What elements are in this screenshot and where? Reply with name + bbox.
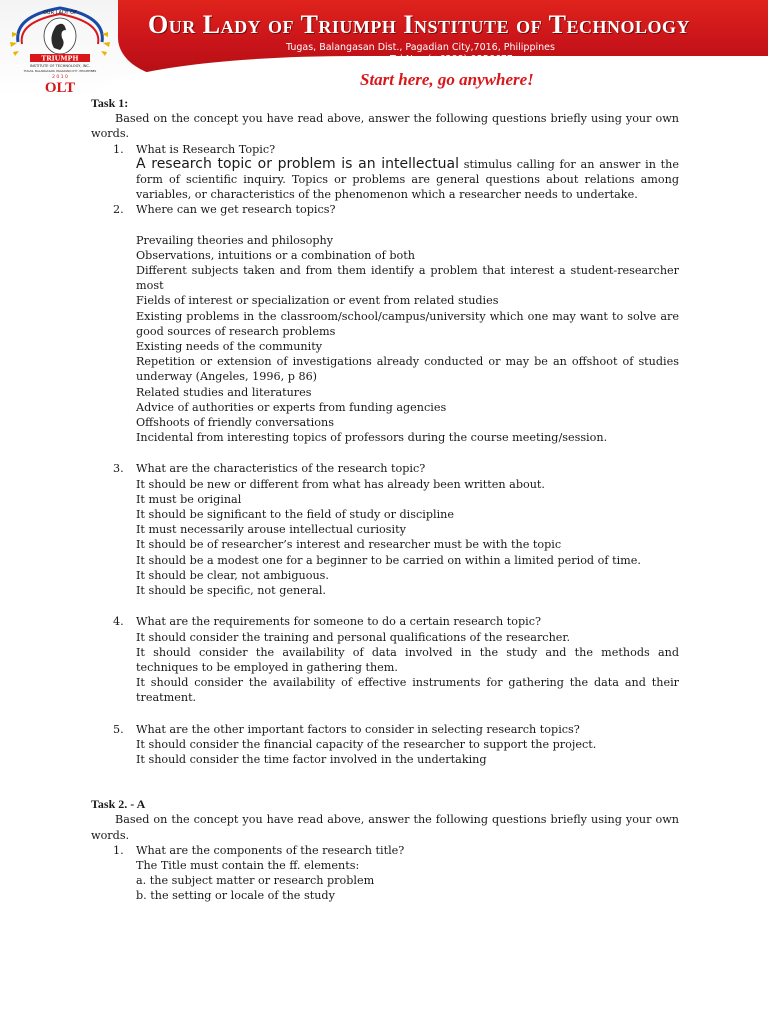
answer-line: Related studies and literatures — [136, 385, 312, 399]
task1-question-4 — [91, 614, 679, 629]
school-logo — [4, 2, 116, 94]
question-text: What is Research Topic? — [136, 142, 276, 156]
answer-line: b. the setting or locale of the study — [136, 889, 335, 903]
svg-text:TRIUMPH: TRIUMPH — [41, 54, 79, 63]
answer-line: It should be new or different from what has already been written about. — [136, 477, 545, 491]
answer-lead: A research topic or problem is an intellectual — [136, 155, 460, 172]
answer-line: Different subjects taken and from them identify a problem that interest a student-researcher most — [136, 264, 679, 293]
task1-question-2 — [91, 202, 679, 217]
answer-line: Offshoots of friendly conversations — [136, 416, 334, 430]
question-number: 5. — [113, 722, 124, 736]
task1-intro: Based on the concept you have read above, answer the following questions briefly using your own words. — [91, 112, 679, 141]
svg-text:2 0 1 0: 2 0 1 0 — [52, 75, 68, 80]
answer-line: It must be original — [136, 492, 242, 506]
task1-title: Task 1: — [91, 96, 129, 110]
spacer — [91, 445, 679, 461]
school-address: Tugas, Balangasan Dist., Pagadian City,7016, Philippines — [286, 42, 555, 53]
answer-rest: stimulus calling for an answer in the form of scientific inquiry. Topics or problems are general questions about relations among variables, or characteristics of the phenomenon which a researcher needs to undertake. — [136, 157, 680, 202]
answer-line: Repetition or extension of investigations already conducted or may be an offshoot of studies underway (Angeles, 1996, p 86) — [136, 355, 679, 384]
answer-line: It should consider the availability of data involved in the study and the methods and techniques to be employed in gathering them. — [136, 645, 679, 674]
question-text: What are the other important factors to consider in selecting research topics? — [136, 722, 580, 736]
task2-intro: Based on the concept you have read above, answer the following questions briefly using your own words. — [91, 813, 679, 842]
spacer — [91, 218, 679, 233]
answer-line: Incidental from interesting topics of professors during the course meeting/session. — [136, 431, 608, 445]
question-text: What are the components of the research title? — [136, 843, 405, 857]
task1-question-3 — [91, 461, 679, 476]
question-number: 4. — [113, 615, 124, 629]
answer-line: It should be a modest one for a beginner to be carried on within a limited period of time. — [136, 553, 641, 567]
question-number: 3. — [113, 462, 124, 476]
answer-line: It should consider the time factor involved in the undertaking — [136, 752, 487, 766]
spacer — [91, 706, 679, 722]
question-number: 1. — [113, 142, 124, 156]
answer-line: Existing needs of the community — [136, 340, 323, 354]
question-number: 2. — [113, 203, 124, 217]
spacer — [91, 598, 679, 614]
task1-answer-1 — [91, 157, 679, 203]
question-number: 1. — [113, 843, 124, 857]
answer-line: It should consider the training and personal qualifications of the researcher. — [136, 630, 571, 644]
answer-line: Prevailing theories and philosophy — [136, 233, 334, 247]
answer-line: It should consider the financial capacity of the researcher to support the project. — [136, 737, 597, 751]
question-text: What are the characteristics of the research topic? — [136, 462, 426, 476]
answer-line: Advice of authorities or experts from funding agencies — [136, 400, 447, 414]
question-text: What are the requirements for someone to do a certain research topic? — [136, 615, 542, 629]
spacer — [91, 767, 679, 797]
answer-line: a. the subject matter or research problem — [136, 874, 375, 888]
question-text: Where can we get research topics? — [136, 203, 336, 217]
answer-line: The Title must contain the ff. elements: — [136, 858, 360, 872]
school-name: Our Lady of Triumph Institute of Technology — [148, 10, 690, 39]
school-tel: Tel No.: (+6388)-9256677 — [390, 54, 513, 65]
answer-line: It should consider the availability of effective instruments for gathering the data and their treatment. — [136, 676, 679, 705]
school-slogan: Start here, go anywhere! — [360, 70, 534, 89]
answer-line: Fields of interest or specialization or event from related studies — [136, 294, 499, 308]
answer-line: Observations, intuitions or a combination of both — [136, 248, 415, 262]
svg-text:OLT: OLT — [44, 80, 76, 94]
task1-question-5 — [91, 722, 679, 737]
answer-line: It must necessarily arouse intellectual curiosity — [136, 523, 406, 537]
answer-line: It should be clear, not ambiguous. — [136, 568, 329, 582]
header-banner — [0, 0, 768, 96]
svg-text:INSTITUTE OF TECHNOLOGY, INC.: INSTITUTE OF TECHNOLOGY, INC. — [29, 64, 91, 68]
task1-question-1 — [91, 142, 679, 157]
document-body — [91, 96, 679, 904]
answer-line: It should be significant to the field of study or discipline — [136, 508, 454, 522]
answer-line: It should be specific, not general. — [136, 584, 326, 598]
task2-question-1 — [91, 843, 679, 858]
svg-text:TUGAS, BALANGASAN, PAGADIAN CI: TUGAS, BALANGASAN, PAGADIAN CITY, PHILIPPINES — [23, 69, 97, 73]
task2-title: Task 2. - A — [91, 797, 146, 812]
answer-line: Existing problems in the classroom/school/campus/university which one may want to solve are good sources of research problems — [136, 309, 679, 338]
svg-text:OUR LADY OF: OUR LADY OF — [42, 10, 78, 16]
answer-line: It should be of researcher’s interest and researcher must be with the topic — [136, 538, 562, 552]
